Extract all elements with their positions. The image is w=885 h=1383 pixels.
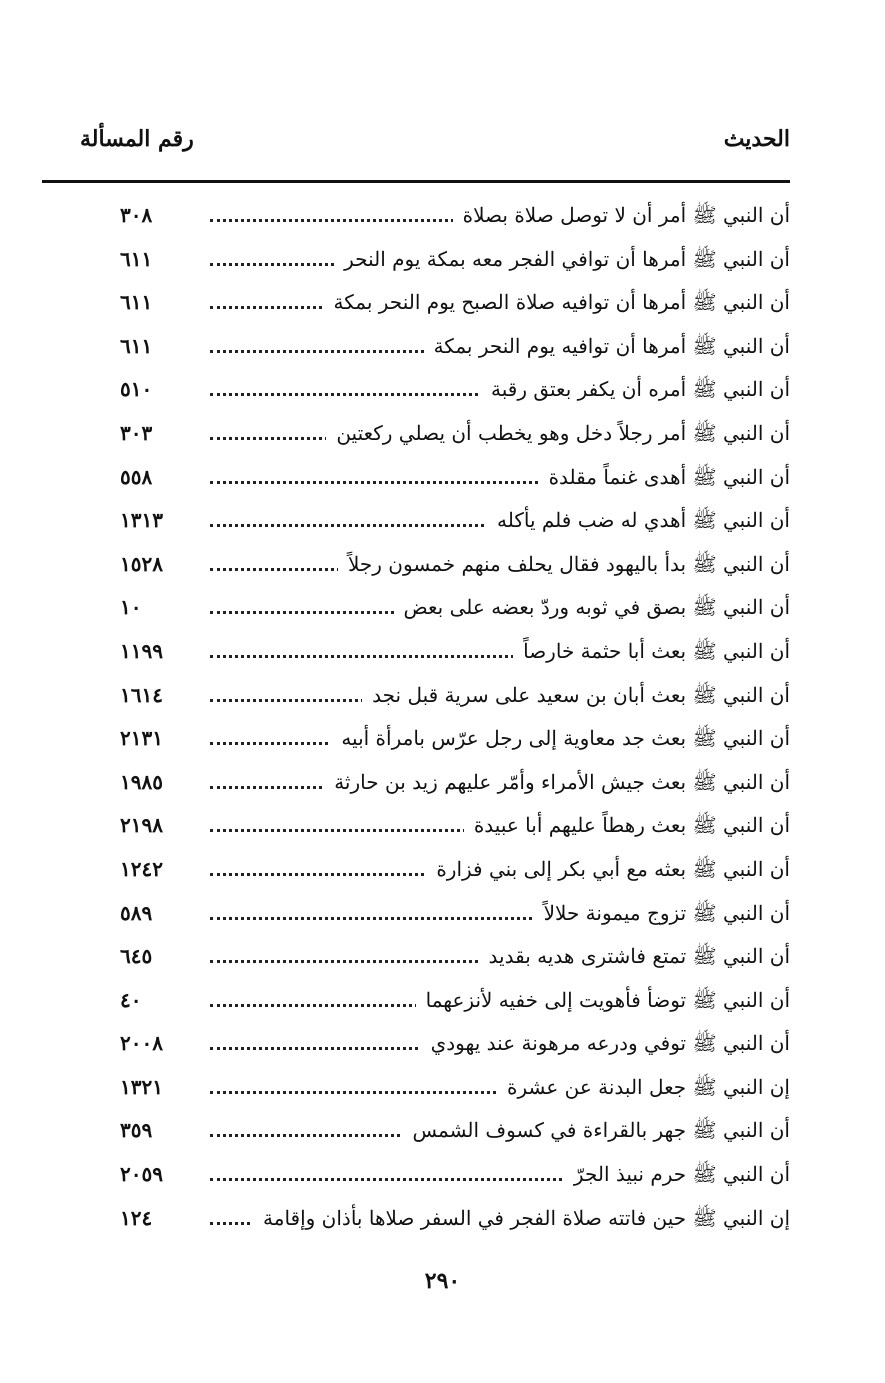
index-entry <box>60 241 790 285</box>
index-entry <box>60 371 790 415</box>
issue-number: ١٩٨٥ <box>120 770 190 794</box>
hadith-text: أن النبي ﷺ بعث جيش الأمراء وأمّر عليهم زيد بن حارثة <box>324 770 790 799</box>
issue-number: ٥١٠ <box>120 377 190 401</box>
index-entry <box>60 502 790 546</box>
issue-number: ٣٠٣ <box>120 421 190 445</box>
hadith-text: أن النبي ﷺ توضأ فأهويت إلى خفيه لأنزعهما <box>416 988 790 1017</box>
issue-number: ٦٤٥ <box>120 944 190 968</box>
index-entry <box>60 677 790 721</box>
issue-number-column-header: رقم المسألة <box>80 126 194 152</box>
issue-number: ١٣١٣ <box>120 508 190 532</box>
hadith-text: أن النبي ﷺ أمرها أن توافيه يوم النحر بمكة <box>424 334 790 363</box>
page-number: ٢٩٠ <box>424 1268 461 1294</box>
hadith-text: أن النبي ﷺ أهدي له ضب فلم يأكله <box>487 508 790 537</box>
hadith-text: إن النبي ﷺ جعل البدنة عن عشرة <box>497 1075 790 1104</box>
index-entry <box>60 982 790 1026</box>
hadith-column-header: الحديث <box>723 126 790 152</box>
issue-number: ٦١١ <box>120 334 190 358</box>
index-entry <box>60 546 790 590</box>
index-entry <box>60 807 790 851</box>
issue-number: ١٠ <box>120 595 190 619</box>
hadith-text: أن النبي ﷺ بصق في ثوبه وردّ بعضه على بعض <box>394 595 790 624</box>
index-entry <box>60 764 790 808</box>
issue-number: ٣٠٨ <box>120 203 190 227</box>
issue-number: ٢١٩٨ <box>120 813 190 837</box>
index-entry <box>60 938 790 982</box>
index-entry <box>60 851 790 895</box>
hadith-text: أن النبي ﷺ بعث جد معاوية إلى رجل عرّس بامرأة أبيه <box>331 726 790 755</box>
hadith-text: أن النبي ﷺ أمره أن يكفر بعتق رقبة <box>481 377 790 406</box>
index-entry <box>60 1200 790 1244</box>
issue-number: ١٢٤٢ <box>120 857 190 881</box>
index-entry <box>60 633 790 677</box>
header-divider <box>42 180 790 183</box>
issue-number: ٢١٣١ <box>120 726 190 750</box>
hadith-text: أن النبي ﷺ توفي ودرعه مرهونة عند يهودي <box>421 1031 790 1060</box>
index-entry <box>60 328 790 372</box>
issue-number: ٥٥٨ <box>120 465 190 489</box>
hadith-text: أن النبي ﷺ أهدى غنماً مقلدة <box>539 465 790 494</box>
issue-number: ٣٥٩ <box>120 1118 190 1142</box>
hadith-text: أن النبي ﷺ أمرها أن توافي الفجر معه بمكة يوم النحر <box>334 247 790 276</box>
issue-number: ٥٨٩ <box>120 901 190 925</box>
hadith-text: إن النبي ﷺ حين فاتته صلاة الفجر في السفر صلاها بأذان وإقامة <box>253 1206 790 1235</box>
issue-number: ١٦١٤ <box>120 683 190 707</box>
hadith-text: أن النبي ﷺ تزوج ميمونة حلالاً <box>534 901 790 930</box>
issue-number: ٦١١ <box>120 247 190 271</box>
index-entry <box>60 895 790 939</box>
hadith-index-list <box>60 197 790 1243</box>
index-entry <box>60 415 790 459</box>
index-entry <box>60 1156 790 1200</box>
index-entry <box>60 459 790 503</box>
index-entry <box>60 1112 790 1156</box>
table-header <box>60 120 790 170</box>
index-entry <box>60 1069 790 1113</box>
hadith-text: أن النبي ﷺ بعثه مع أبي بكر إلى بني فزارة <box>426 857 790 886</box>
issue-number: ٢٠٠٨ <box>120 1031 190 1055</box>
hadith-text: أن النبي ﷺ بعث أبا حثمة خارصاً <box>513 639 790 668</box>
issue-number: ١١٩٩ <box>120 639 190 663</box>
index-entry <box>60 197 790 241</box>
hadith-text: أن النبي ﷺ أمرها أن توافيه صلاة الصبح يوم النحر بمكة <box>324 290 790 319</box>
index-entry <box>60 720 790 764</box>
issue-number: ١٢٤ <box>120 1206 190 1230</box>
issue-number: ١٣٢١ <box>120 1075 190 1099</box>
hadith-text: أن النبي ﷺ بعث رهطاً عليهم أبا عبيدة <box>464 813 790 842</box>
hadith-text: أن النبي ﷺ أمر رجلاً دخل وهو يخطب أن يصلي ركعتين <box>326 421 790 450</box>
hadith-text: أن النبي ﷺ أمر أن لا توصل صلاة بصلاة <box>453 203 790 232</box>
issue-number: ٢٠٥٩ <box>120 1162 190 1186</box>
issue-number: ٦١١ <box>120 290 190 314</box>
index-entry <box>60 1025 790 1069</box>
index-entry <box>60 589 790 633</box>
hadith-text: أن النبي ﷺ جهر بالقراءة في كسوف الشمس <box>403 1118 790 1147</box>
hadith-text: أن النبي ﷺ حرم نبيذ الجرّ <box>564 1162 790 1191</box>
issue-number: ١٥٢٨ <box>120 552 190 576</box>
hadith-text: أن النبي ﷺ بدأ باليهود فقال يحلف منهم خمسون رجلاً <box>338 552 790 581</box>
issue-number: ٤٠ <box>120 988 190 1012</box>
index-entry <box>60 284 790 328</box>
hadith-text: أن النبي ﷺ تمتع فاشترى هديه بقديد <box>479 944 790 973</box>
hadith-text: أن النبي ﷺ بعث أبان بن سعيد على سرية قبل نجد <box>362 683 790 712</box>
